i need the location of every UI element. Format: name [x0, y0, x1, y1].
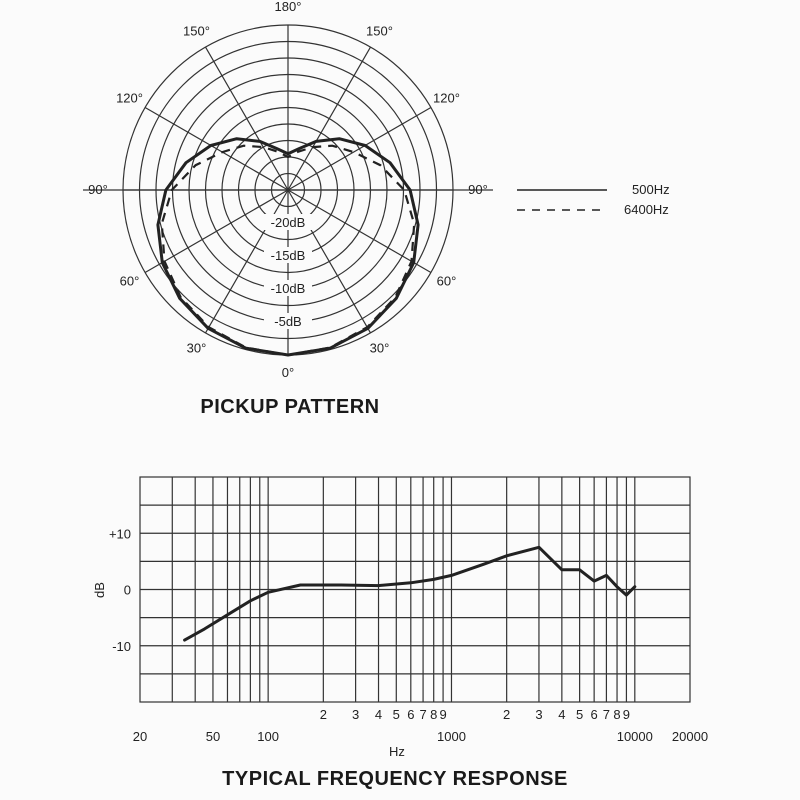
polar-grid-spoke — [206, 47, 289, 190]
frequency-y-tick-label: +10 — [108, 526, 131, 542]
polar-angle-label: 0° — [281, 365, 295, 380]
legend-6400hz-label: 6400Hz — [624, 202, 669, 217]
frequency-x-minor-label: 3 — [535, 707, 543, 722]
frequency-y-tick-label: 0 — [123, 582, 131, 598]
frequency-x-minor-label: 4 — [374, 707, 383, 722]
polar-radial-label: -20dB — [270, 215, 306, 230]
polar-angle-label: 120° — [116, 90, 143, 106]
frequency-xlabel: Hz — [389, 744, 405, 759]
polar-radial-label: -10dB — [270, 281, 306, 296]
polar-angle-label: 30° — [369, 340, 390, 356]
frequency-x-tick-label: 50 — [205, 729, 221, 744]
polar-angle-label: 60° — [436, 273, 457, 289]
polar-grid-spoke — [288, 47, 371, 190]
frequency-x-minor-label: 5 — [576, 707, 584, 722]
frequency-ylabel: dB — [92, 582, 107, 598]
polar-angle-label: 90° — [468, 182, 488, 197]
frequency-x-minor-label: 5 — [392, 707, 400, 722]
frequency-x-minor-label: 7 — [419, 707, 427, 722]
frequency-x-minor-label: 6 — [590, 707, 598, 722]
polar-angle-label: 150° — [366, 23, 393, 39]
polar-angle-label: 90° — [88, 182, 108, 197]
frequency-x-minor-label: 2 — [503, 707, 511, 722]
frequency-x-tick-label: 10000 — [616, 729, 653, 744]
frequency-y-tick-label: -10 — [112, 638, 131, 654]
frequency-x-minor-label: 8 — [430, 707, 438, 722]
frequency-x-minor-label: 9 — [622, 707, 631, 722]
pickup-pattern-title: PICKUP PATTERN — [200, 396, 380, 418]
frequency-x-tick-label: 20 — [132, 729, 148, 744]
pickup-pattern-chart — [83, 0, 493, 380]
frequency-response-chart — [109, 477, 708, 744]
frequency-x-tick-label: 1000 — [437, 729, 466, 744]
frequency-response-title: TYPICAL FREQUENCY RESPONSE — [222, 768, 568, 790]
legend-500hz-label: 500Hz — [632, 182, 670, 197]
pickup-pattern-legend — [517, 182, 670, 217]
polar-angle-label: 180° — [274, 0, 302, 14]
polar-radial-label: -5dB — [274, 314, 302, 329]
polar-angle-label: 150° — [183, 23, 210, 39]
frequency-x-minor-label: 7 — [602, 707, 611, 722]
polar-angle-label: 30° — [186, 340, 207, 356]
frequency-x-minor-label: 3 — [351, 707, 360, 722]
polar-grid-spoke — [145, 108, 288, 191]
frequency-x-minor-label: 2 — [319, 707, 327, 722]
polar-angle-label: 120° — [433, 90, 460, 106]
frequency-x-tick-label: 20000 — [671, 729, 709, 744]
polar-grid-spoke — [288, 108, 431, 191]
frequency-x-minor-label: 8 — [613, 707, 621, 722]
frequency-x-minor-label: 4 — [558, 707, 566, 722]
frequency-x-tick-label: 100 — [257, 729, 279, 744]
polar-radial-label: -15dB — [270, 248, 306, 263]
polar-angle-label: 60° — [119, 273, 140, 289]
frequency-x-minor-label: 9 — [439, 707, 447, 722]
frequency-x-minor-label: 6 — [407, 707, 415, 722]
